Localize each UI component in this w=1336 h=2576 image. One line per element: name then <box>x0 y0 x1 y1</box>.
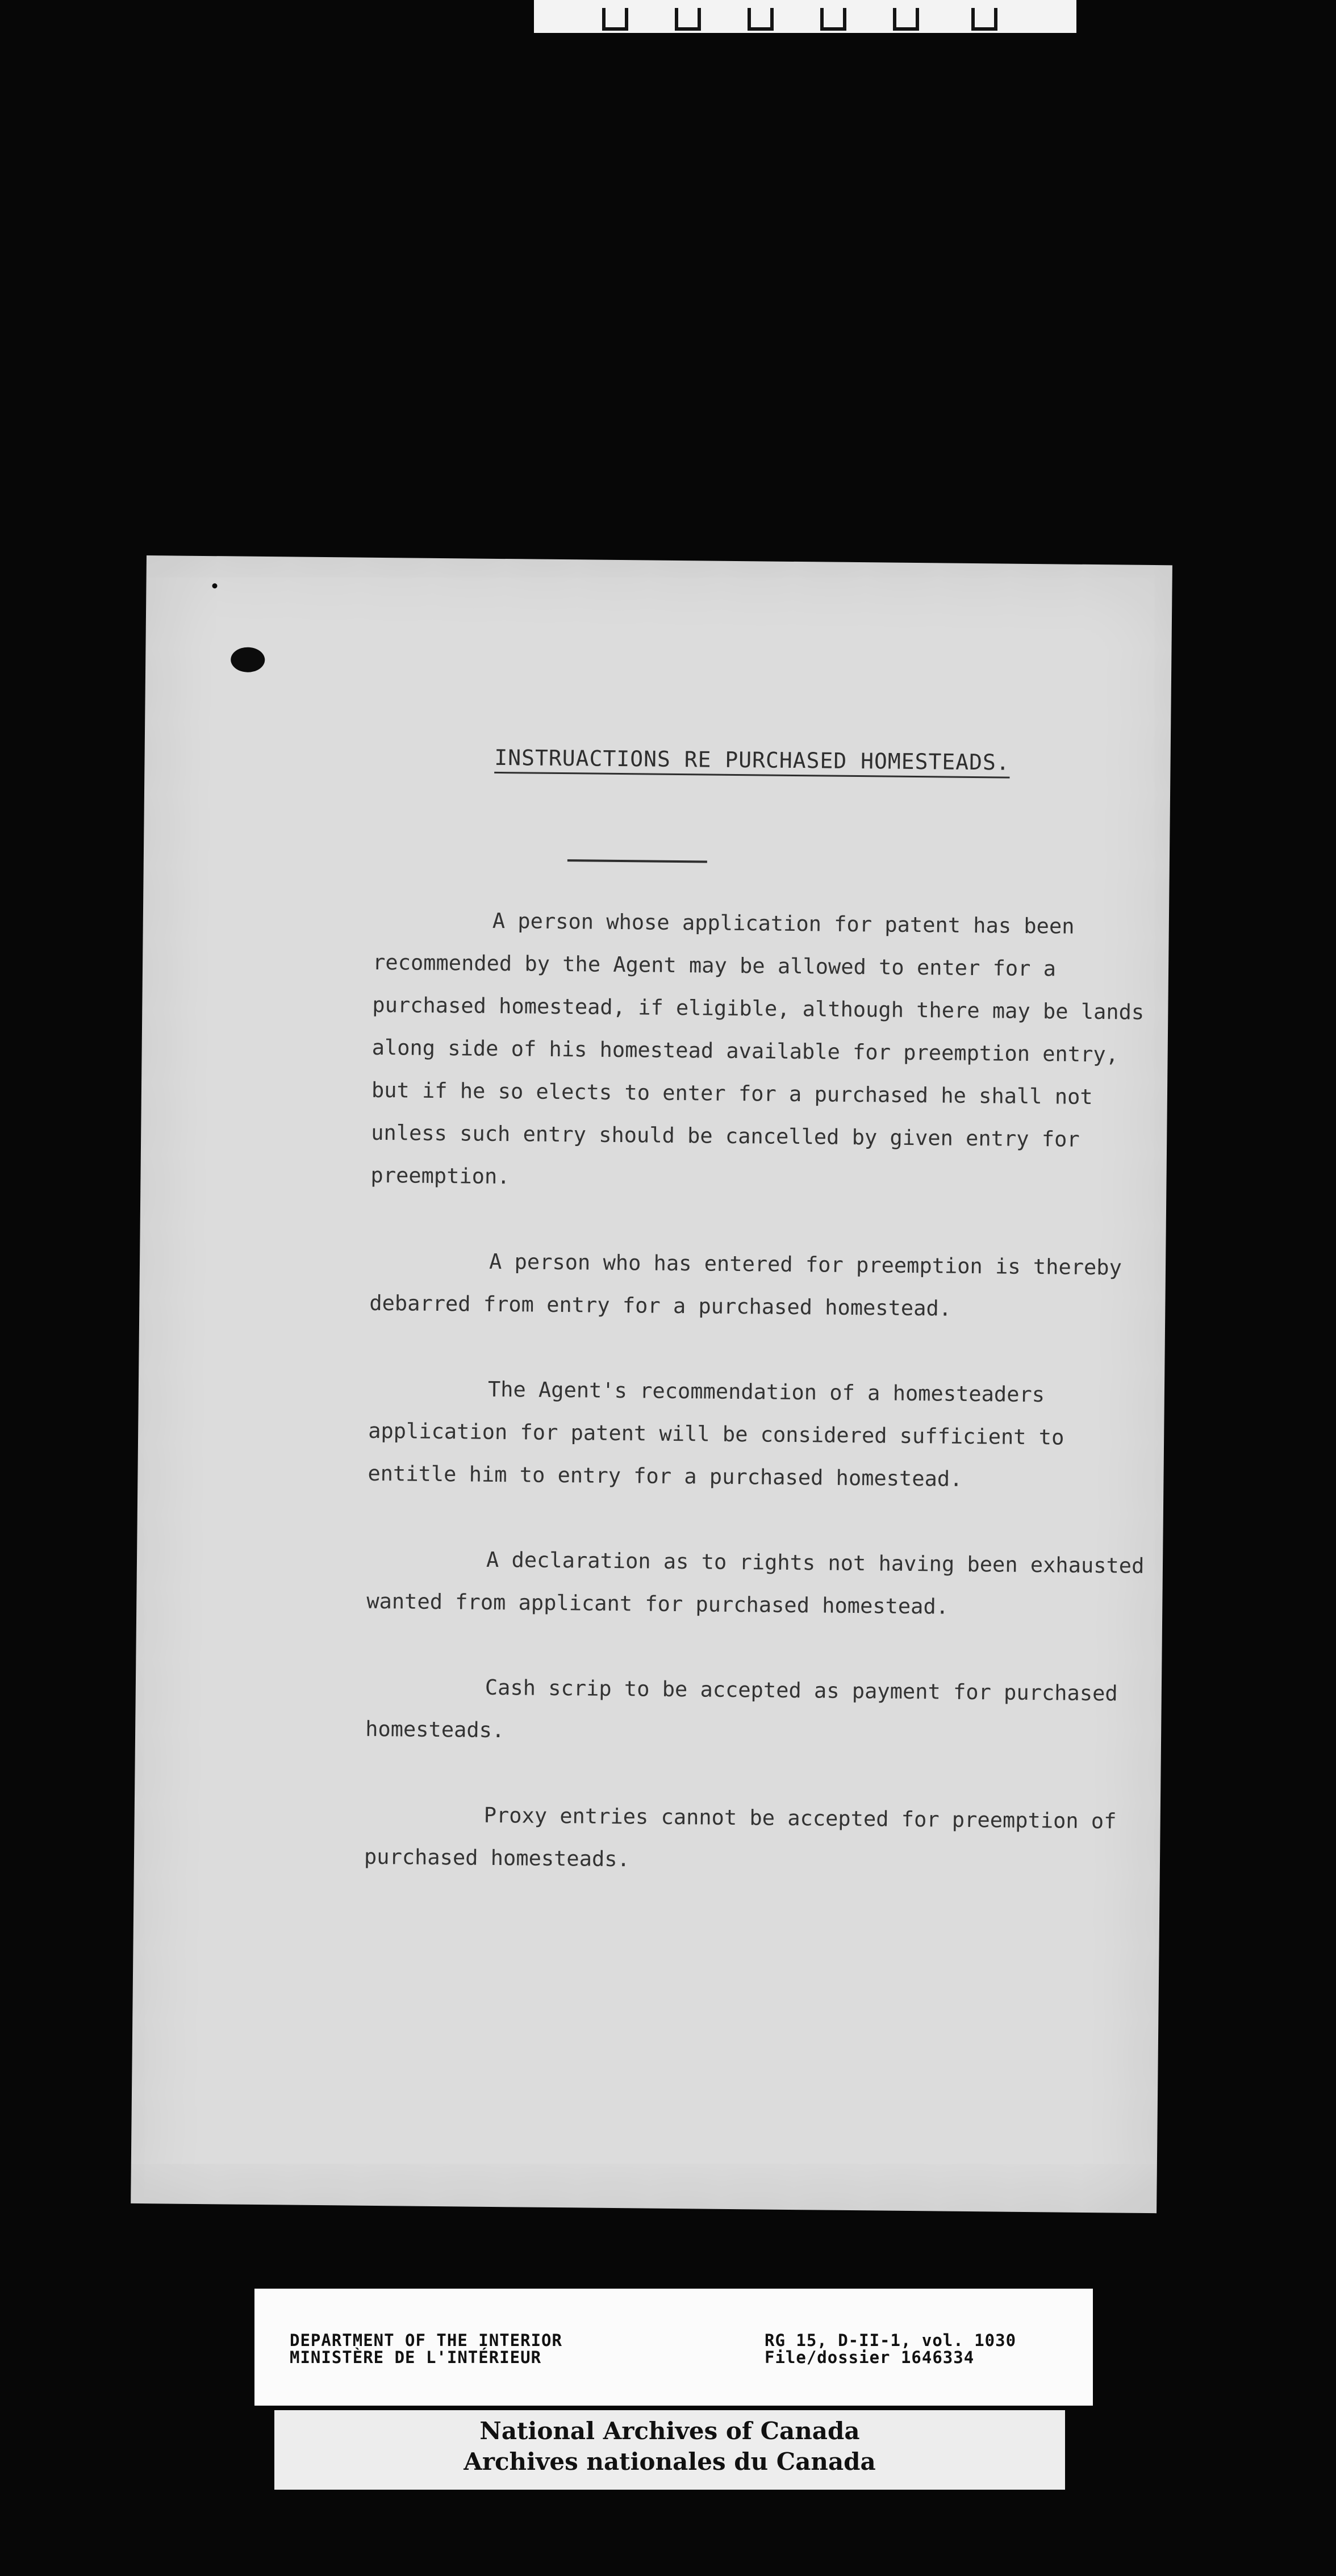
archives-name-english: National Archives of Canada <box>479 2417 860 2445</box>
department-french: MINISTÈRE DE L'INTÉRIEUR <box>290 2348 542 2367</box>
frame-mark <box>602 8 628 31</box>
archives-name-french: Archives nationales du Canada <box>464 2448 876 2475</box>
paragraph: A person whose application for patent has been recommended by the Agent may be allowed to enter for a purchased homestead, if eligible, although there may be lands along side of his homestead available for preemption entry, but if he so elects to enter for a purchased he shall not unless such entry should be cancelled by given entry for preemption. <box>370 908 1145 1189</box>
reference-label <box>254 2289 1093 2406</box>
punch-hole <box>212 583 217 588</box>
frame-mark <box>893 8 919 31</box>
paragraph: A person who has entered for preemption is thereby debarred from entry for a purchased homestead. <box>369 1249 1122 1321</box>
frame-mark <box>820 8 846 31</box>
file-reference-block <box>765 2332 1016 2366</box>
paragraph: Proxy entries cannot be accepted for preemption of purchased homesteads. <box>364 1803 1117 1872</box>
frame-mark <box>748 8 774 31</box>
document-page <box>131 555 1172 2213</box>
frame-mark <box>971 8 997 31</box>
paragraph: Cash scrip to be accepted as payment for purchased homesteads. <box>365 1675 1118 1743</box>
document-title: INSTRUACTIONS RE PURCHASED HOMESTEADS. <box>494 745 1010 775</box>
file-number: File/dossier 1646334 <box>765 2348 975 2367</box>
paragraph: A declaration as to rights not having been exhausted wanted from applicant for purchased homestead. <box>366 1547 1145 1619</box>
paragraph: The Agent's recommendation of a homesteaders application for patent will be considered sufficient to entitle him to entry for a purchased homestead. <box>368 1377 1064 1491</box>
document-body <box>364 898 1154 1928</box>
department-english: DEPARTMENT OF THE INTERIOR <box>290 2331 562 2350</box>
title-rule <box>567 859 707 863</box>
record-group: RG 15, D-II-1, vol. 1030 <box>765 2331 1017 2350</box>
frame-mark <box>675 8 701 31</box>
archives-label <box>274 2410 1065 2490</box>
department-block <box>290 2332 562 2366</box>
punch-hole <box>231 647 265 672</box>
film-frame-strip <box>534 0 1076 33</box>
